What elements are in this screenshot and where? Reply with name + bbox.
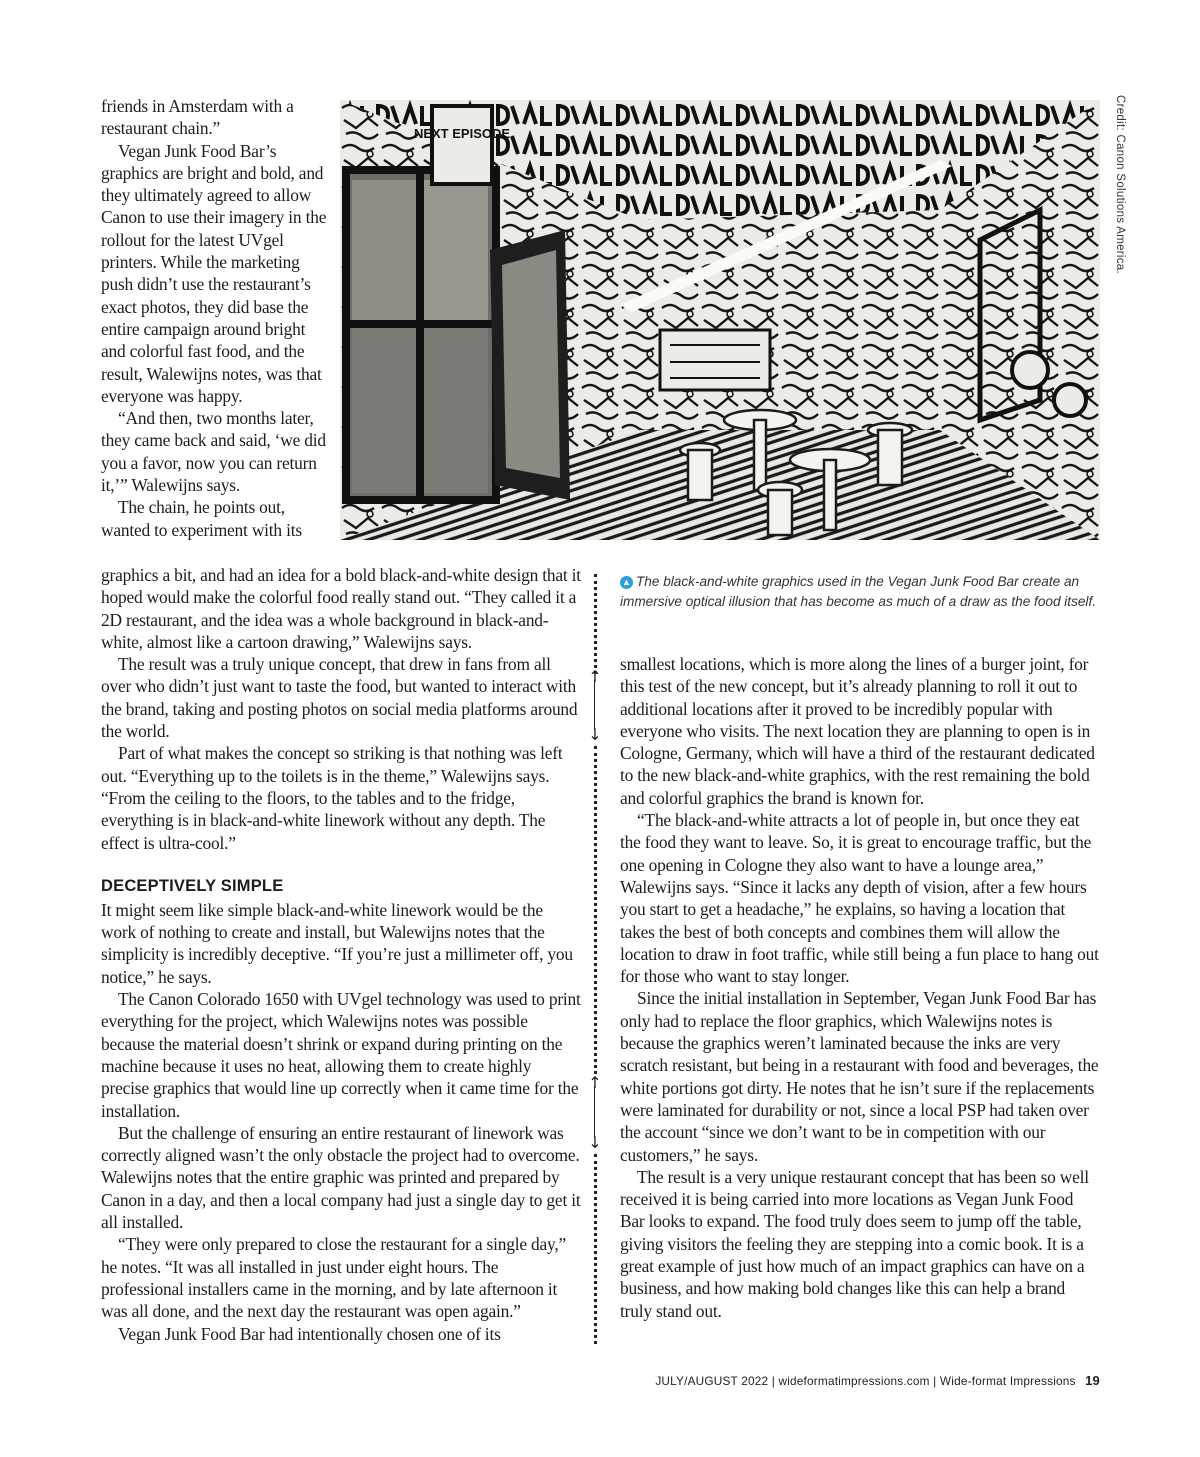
photo-caption	[620, 572, 1100, 611]
body-paragraph: Vegan Junk Food Bar’s graphics are bright and bold, and they ultimately agreed to allow Canon to use their imagery in the rollout for the latest UVgel printers. While the marketing push didn’t use the restaurant’s exact photos, they did base the entire campaign around bright and colorful fast food, and the result, Walewijns notes, was that everyone was happy.	[101, 140, 327, 406]
arrow-up-icon: ↑	[588, 1073, 602, 1092]
column-divider	[594, 574, 597, 674]
left-column-wide-paragraphs	[101, 564, 581, 854]
page-number: 19	[1085, 1373, 1100, 1388]
left-column-wide	[101, 564, 581, 1345]
divider-arrow-line	[594, 1086, 595, 1138]
column-divider	[594, 746, 597, 1074]
footer-separator: |	[933, 1374, 940, 1388]
page-footer	[600, 1373, 1100, 1388]
body-paragraph: Vegan Junk Food Bar had intentionally chosen one of its	[118, 1323, 501, 1344]
body-paragraph: “And then, two months later, they came back and said, ‘we did you a favor, now you can return it,’” Walewijns says.	[101, 408, 326, 496]
section-subhead: DECEPTIVELY SIMPLE	[101, 876, 284, 895]
restaurant-photo	[340, 100, 1100, 540]
body-paragraph: smallest locations, which is more along the lines of a burger joint, for this test of the new concept, but it’s already planning to roll it out to additional locations after it proved to be incredibly popular with everyone who visits. The next location they are planning to open is in Cologne, Germany, which will have a third of the restaurant dedicated to the new black-and-white graphics, with the rest remaining the bold and colorful graphics the brand is known for.	[620, 654, 1095, 808]
body-paragraph: But the challenge of ensuring an entire restaurant of linework was correctly aligned wasn’t the only obstacle the project had to overcome. Walewijns notes that the entire graphic was printed and prepared by Canon in a day, and then a local company had just a single day to get it all installed.	[101, 1122, 581, 1233]
body-paragraph: Part of what makes the concept so striking is that nothing was left out. “Everything up to the toilets is in the theme,” Walewijns says. “From the ceiling to the floors, to the tables and to the fridge, everything is in black-and-white linework without any depth. The effect is ultra-cool.”	[101, 743, 563, 853]
divider-arrow-line	[594, 680, 595, 730]
body-paragraph: The result is a very unique restaurant concept that has been so well received it is being carried into more locations as Vegan Junk Food Bar looks to expand. The food truly does seem to jump off the table, giving visitors the feeling they are stepping into a comic book. It is a great example of just how much of an impact graphics can have on a business, and how making bold changes like this can help a brand truly stand out.	[620, 1166, 1089, 1321]
photo-credit: Credit: Canon Solutions America.	[1114, 95, 1126, 274]
right-column	[620, 653, 1100, 1322]
left-column-after-subhead	[101, 899, 581, 1345]
photo-sign-text: NEXT EPISODE	[413, 126, 511, 141]
body-paragraph: “They were only prepared to close the restaurant for a single day,” he notes. “It was all installed in just under eight hours. The professional installers came in the morning, and by late afternoon it was all done, and the next day the restaurant was open again.”	[101, 1234, 567, 1322]
arrow-up-icon: ↑	[588, 667, 602, 686]
footer-publication: Wide-format Impressions	[939, 1374, 1076, 1388]
body-paragraph: “The black-and-white attracts a lot of people in, but once they eat the food they want to leave. So, it is great to encourage traffic, but the one opening in Cologne they also want to have a lounge area,” Walewijns says. “Since it lacks any depth of vision, after a few hours you start to get a headache,” he explains, so having a location that takes the best of both concepts and combines them will allow the location to draw in foot traffic, while still being a fun place to hang out for those who want to stay longer.	[620, 810, 1099, 987]
body-paragraph: friends in Amsterdam with a restaurant chain.”	[101, 96, 294, 139]
body-paragraph: The chain, he points out, wanted to experiment with its	[101, 497, 302, 540]
body-paragraph: The result was a truly unique concept, that drew in fans from all over who didn’t just want to taste the food, but wanted to interact with the brand, taking and posting photos on social media platforms around the world.	[101, 654, 578, 742]
body-paragraph: It might seem like simple black-and-white linework would be the work of nothing to create and install, but Walewijns notes that the simplicity is incredibly deceptive. “If you’re just a millimeter off, you notice,” he says.	[101, 899, 573, 987]
body-paragraph: Since the initial installation in September, Vegan Junk Food Bar has only had to replace the floor graphics, which Walewijns notes is because the graphics weren’t laminated because the inks are very scratch resistant, but being in a restaurant with food and beverages, the white portions got dirty. He notes that he isn’t sure if the replacements were laminated for durability or not, since a local PSP had taken over the account “since we don’t want to be in competition with our customers,” he says.	[620, 988, 1099, 1165]
caption-arrow-icon: ▲	[620, 576, 633, 589]
restaurant-interior-illustration	[340, 100, 1100, 540]
footer-site: wideformatimpressions.com	[778, 1374, 930, 1388]
column-divider	[594, 1154, 597, 1344]
body-paragraph: The Canon Colorado 1650 with UVgel technology was used to print everything for the project, which Walewijns notes was possible because the material doesn’t shrink or expand during printing on the machine because it uses no heat, allowing them to create highly precise graphics that would line up correctly when it came time for the installation.	[101, 989, 581, 1121]
left-column-narrow	[101, 95, 327, 541]
footer-separator: |	[771, 1374, 779, 1388]
footer-issue: JULY/AUGUST 2022	[655, 1374, 769, 1388]
arrow-down-icon: ↓	[588, 1133, 602, 1152]
arrow-down-icon: ↓	[588, 725, 602, 744]
caption-text: The black-and-white graphics used in the Vegan Junk Food Bar create an immersive optical illusion that has become as much of a draw as the food itself.	[620, 574, 1097, 609]
body-paragraph: graphics a bit, and had an idea for a bold black-and-white design that it hoped would make the colorful food really stand out. “They called it a 2D restaurant, and the idea was a whole background in black-and-white, almost like a cartoon drawing,” Walewijns says.	[101, 565, 581, 652]
